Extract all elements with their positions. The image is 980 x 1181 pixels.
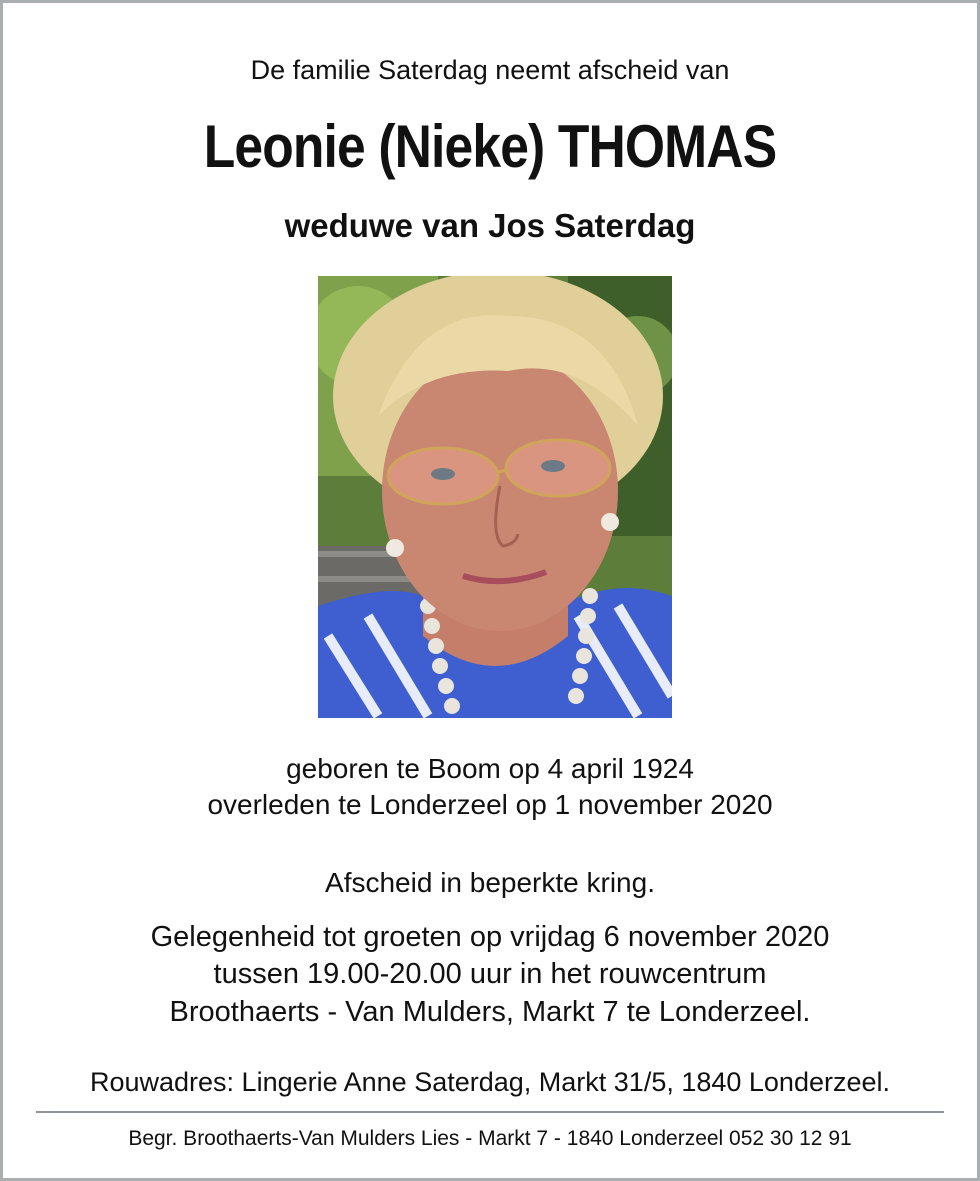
funeral-director-footer: Begr. Broothaerts-Van Mulders Lies - Markt 7 - 1840 Londerzeel 052 30 12 91	[128, 1127, 852, 1150]
mourning-address: Rouwadres: Lingerie Anne Saterdag, Markt 31/5, 1840 Londerzeel.	[89, 1067, 891, 1097]
visitation-line: Gelegenheid tot groeten op vrijdag 6 november 2020	[150, 921, 830, 953]
visitation-line: Broothaerts - Van Mulders, Markt 7 te Londerzeel.	[169, 996, 811, 1028]
portrait-photo	[318, 276, 672, 718]
death-line: overleden te Londerzeel op 1 november 2020	[207, 789, 773, 820]
intro-text: De familie Saterdag neemt afscheid van	[250, 55, 730, 85]
visitation-line: tussen 19.00-20.00 uur in het rouwcentrum	[213, 958, 767, 990]
farewell-text: Afscheid in beperkte kring.	[325, 867, 655, 898]
deceased-name: Leonie (Nieke) THOMAS	[203, 113, 777, 180]
footer-divider	[36, 1111, 944, 1113]
birth-line: geboren te Boom op 4 april 1924	[286, 753, 694, 784]
widow-subtitle: weduwe van Jos Saterdag	[284, 207, 696, 244]
